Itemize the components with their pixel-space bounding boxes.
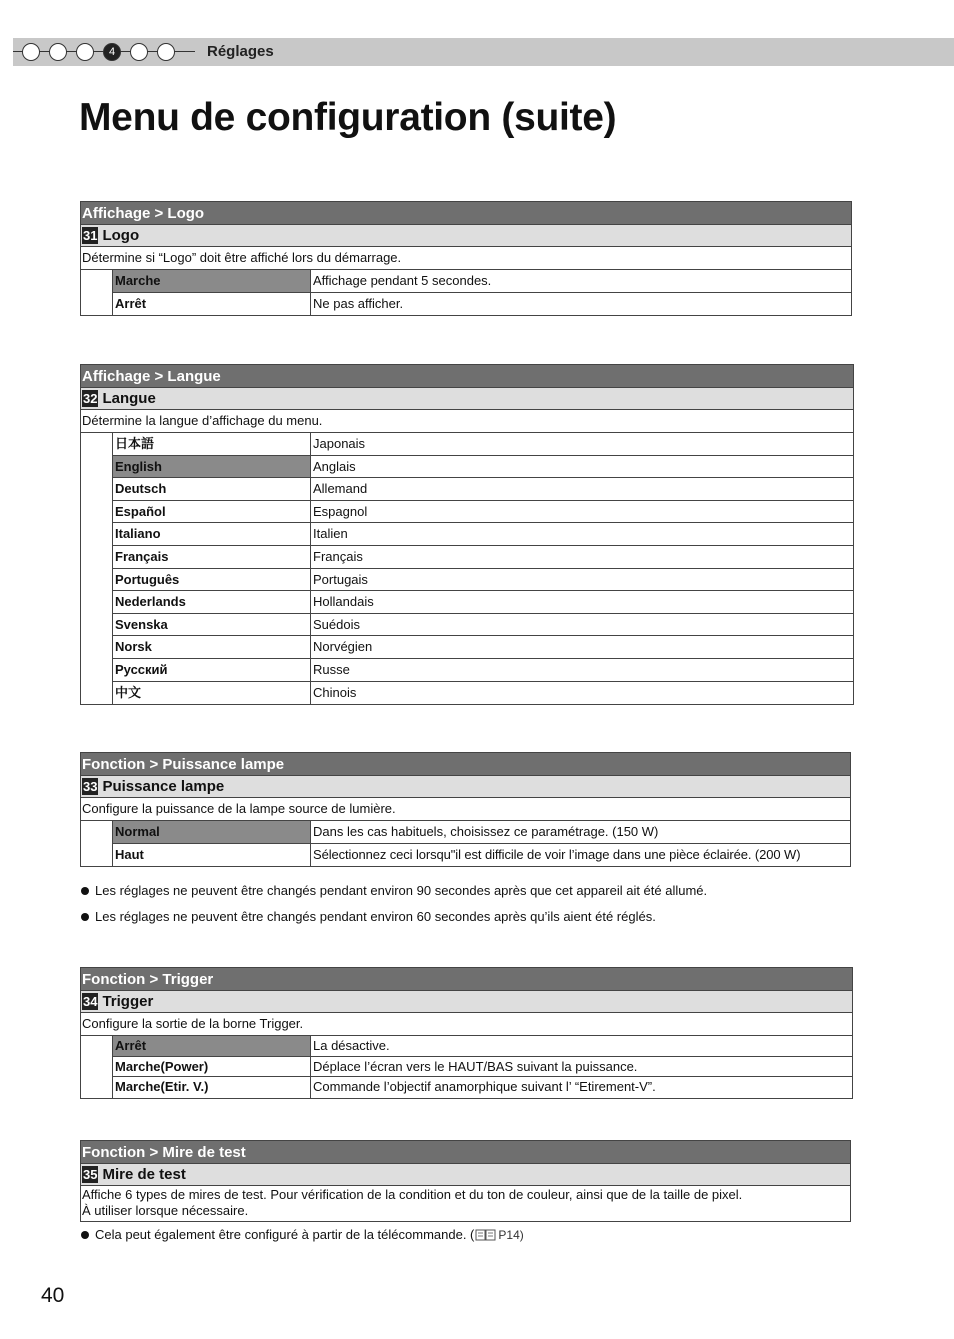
note: [81, 883, 707, 898]
option-key: English: [113, 456, 311, 478]
option-row: [113, 501, 853, 524]
setting-description: Configure la sortie de la borne Trigger.: [81, 1013, 852, 1036]
settings-table-logo: [80, 201, 852, 316]
setting-number: 34: [83, 994, 98, 1009]
option-value: Sélectionnez ceci lorsqu"il est difficile de voir l’image dans une pièce éclairée. (200 W): [313, 846, 801, 862]
option-value: Japonais: [313, 436, 366, 451]
option-key: Norsk: [113, 636, 311, 658]
settings-table-puissance-lampe: [80, 752, 851, 867]
option-key: Svenska: [113, 614, 311, 636]
setting-title: [81, 388, 853, 410]
option-value: Norvégien: [313, 639, 373, 655]
option-row: [113, 1036, 852, 1057]
options-list: [112, 821, 850, 866]
options-list: [112, 433, 853, 704]
option-key: Normal: [113, 821, 311, 843]
settings-table-langue: [80, 364, 854, 705]
setting-number: 31: [83, 228, 98, 243]
note-text: Les réglages ne peuvent être changés pendant environ 90 secondes après que cet appareil ait été allumé.: [95, 883, 708, 898]
description-line: À utiliser lorsque nécessaire.: [82, 1203, 249, 1218]
option-key: Haut: [113, 844, 311, 867]
option-value: Chinois: [313, 684, 357, 700]
option-key: 日本語: [113, 433, 311, 455]
option-key: Italiano: [113, 523, 311, 545]
step-indicator: [13, 42, 175, 62]
setting-number: 33: [83, 779, 98, 794]
table-path: Affichage > Langue: [81, 365, 853, 388]
section-label: Réglages: [207, 43, 274, 60]
option-row: [113, 821, 850, 844]
option-key: Arrêt: [113, 293, 311, 316]
option-key: Marche: [113, 270, 311, 292]
step-circle: [49, 43, 67, 61]
step-circle: [22, 43, 40, 61]
note-text: Cela peut également être configuré à partir de la télécommande. (: [95, 1227, 475, 1242]
setting-title: [81, 225, 851, 247]
option-row: [113, 433, 853, 456]
page-reference[interactable]: P14): [498, 1228, 524, 1242]
option-key: Português: [113, 569, 311, 591]
setting-title: [81, 991, 852, 1013]
option-row: [113, 270, 851, 293]
option-value: Ne pas afficher.: [313, 295, 404, 311]
option-row: [113, 569, 853, 592]
option-row: [113, 523, 853, 546]
setting-description: Configure la puissance de la lampe source de lumière.: [81, 798, 850, 821]
setting-name: Logo: [102, 226, 140, 244]
step-circle: [130, 43, 148, 61]
page-title: Menu de configuration (suite): [79, 96, 617, 139]
setting-number: 35: [83, 1167, 98, 1182]
option-row: [113, 614, 853, 637]
option-key: Nederlands: [113, 591, 311, 613]
option-key: Marche(Etir. V.): [113, 1077, 311, 1098]
book-icon: [475, 1229, 497, 1244]
option-value: Russe: [313, 661, 350, 677]
description-line: Affiche 6 types de mires de test. Pour vérification de la condition et du ton de couleur, ainsi que de la taille de pixel.: [82, 1187, 743, 1202]
setting-name: Trigger: [102, 992, 154, 1010]
option-row: [113, 456, 853, 479]
option-value: Italien: [313, 526, 348, 542]
option-row: [113, 591, 853, 614]
setting-title: [81, 1164, 850, 1186]
option-row: [113, 682, 853, 705]
option-row: [113, 636, 853, 659]
option-value: Portugais: [313, 571, 368, 587]
setting-description: Détermine la langue d’affichage du menu.: [81, 410, 853, 433]
option-key: Русский: [113, 659, 311, 681]
option-row: [113, 659, 853, 682]
option-row: [113, 546, 853, 569]
option-key: Marche(Power): [113, 1057, 311, 1077]
setting-description: [81, 1186, 850, 1221]
step-circle: [76, 43, 94, 61]
option-value: Déplace l’écran vers le HAUT/BAS suivant la puissance.: [313, 1058, 638, 1074]
option-value: Allemand: [313, 481, 368, 497]
note: [81, 909, 656, 924]
option-value: Affichage pendant 5 secondes.: [313, 273, 492, 288]
settings-table-trigger: [80, 967, 853, 1099]
note: [81, 1227, 524, 1244]
option-key: Deutsch: [113, 478, 311, 500]
table-path: Affichage > Logo: [81, 202, 851, 225]
option-value: La désactive.: [313, 1038, 390, 1053]
setting-description: Détermine si “Logo” doit être affiché lors du démarrage.: [81, 247, 851, 270]
option-value: Hollandais: [313, 594, 374, 610]
options-list: [112, 1036, 852, 1098]
option-value: Dans les cas habituels, choisissez ce paramétrage. (150 W): [313, 824, 659, 839]
note-text: Les réglages ne peuvent être changés pendant environ 60 secondes après qu’ils aient été réglés.: [95, 909, 656, 924]
option-key: Español: [113, 501, 311, 523]
options-list: [112, 270, 851, 315]
setting-title: [81, 776, 850, 798]
option-key: Arrêt: [113, 1036, 311, 1056]
option-row: [113, 1077, 852, 1098]
option-value: Anglais: [313, 458, 356, 474]
option-value: Commande l’objectif anamorphique suivant l’ “Etirement-V”.: [313, 1079, 656, 1094]
option-row: [113, 844, 850, 867]
option-value: Suédois: [313, 616, 360, 632]
table-path: Fonction > Mire de test: [81, 1141, 850, 1164]
table-path: Fonction > Trigger: [81, 968, 852, 991]
option-value: Français: [313, 548, 363, 564]
option-row: [113, 478, 853, 501]
setting-name: Langue: [102, 389, 156, 407]
option-key: Français: [113, 546, 311, 568]
setting-name: Mire de test: [102, 1165, 186, 1183]
settings-table-mire-de-test: [80, 1140, 851, 1222]
option-key: 中文: [113, 682, 311, 705]
page-number: 40: [41, 1284, 65, 1307]
table-path: Fonction > Puissance lampe: [81, 753, 850, 776]
option-value: Espagnol: [313, 503, 368, 519]
setting-number: 32: [83, 391, 98, 406]
option-row: [113, 1057, 852, 1078]
step-circle-active: 4: [103, 43, 121, 61]
option-row: [113, 293, 851, 316]
step-circle: [157, 43, 175, 61]
setting-name: Puissance lampe: [102, 777, 225, 795]
